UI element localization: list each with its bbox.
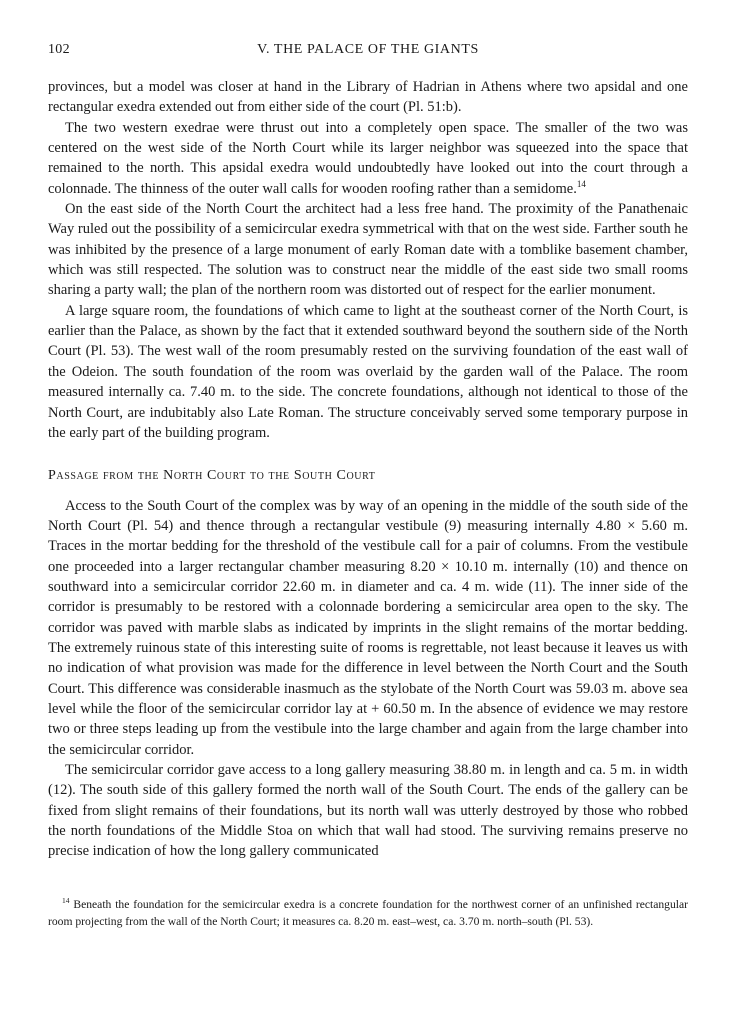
body-text: [48, 77, 688, 862]
paragraph-east-side: On the east side of the North Court the architect had a less free hand. The proximity of the Panathenaic Way ruled out the possibility of a semicircular exedra symmetrical with that on the west side. Farther south he was inhibited by the presence of a large monument of early Roman date with a tomblike basement chamber, which was still respected. The solution was to construct near the middle of the east side two small rooms sharing a party wall; the plan of the northern room was distorted out of respect for the earlier monument.: [48, 201, 688, 299]
paragraph-continued: provinces, but a model was closer at hand in the Library of Hadrian in Athens where two apsidal and one rectangular exedra extended out from either side of the court (Pl. 51:b).: [48, 79, 688, 116]
footnotes: [48, 896, 688, 930]
paragraph-square-room: A large square room, the foundations of which came to light at the southeast corner of the North Court, is earlier than the Palace, as shown by the fact that it extended southward beyond the southern side of the North Court (Pl. 53). The west wall of the room presumably rested on the surviving foundation of the east wall of the Odeion. The south foundation of the room was overlaid by the garden wall of the Palace. The room measured internally ca. 7.40 m. to the side. The concrete foundations, although not identical to those of the North Court, are indubitably also Late Roman. The structure conceivably served some temporary purpose in the early part of the building program.: [48, 302, 688, 441]
paragraph-western-exedrae: The two western exedrae were thrust out into a completely open space. The smaller of the two was centered on the west side of the North Court while its larger neighbor was squeezed into the space that remained to the north. This apsidal exedra would undoubtedly have looked out into the court through a colonnade. The thinness of the outer wall calls for wooden roofing rather than a semidome.$^{14}$: [48, 119, 688, 197]
section-heading: Passage from the North Court to the South Court: [48, 468, 376, 484]
footnote-14: $^{14}$ Beneath the foundation for the semicircular exedra is a concrete foundation for the northwest corner of an unfinished rectangular room projecting from the wall of the North Court; it measures ca. 8.20 m. east–west, ca. 3.70 m. north–south (Pl. 53).: [48, 896, 688, 928]
page: [48, 42, 688, 862]
footnote-reference[interactable]: 14: [576, 178, 586, 189]
paragraph-access-south-court: Access to the South Court of the complex was by way of an opening in the middle of the south side of the North Court (Pl. 54) and thence through a rectangular vestibule (9) measuring internally 4.80 × 5.60 m. Traces in the mortar bedding for the threshold of the vestibule call for a pair of columns. From the vestibule one proceeded into a larger rectangular chamber measuring 8.20 × 10.10 m. internally (10) and thence on southward into a semicircular corridor 22.60 m. in diameter and ca. 4 m. wide (11). The inner side of the corridor is presumably to be restored with a colonnade bordering a semicircular area open to the sky. The corridor was paved with marble slabs as indicated by imprints in the slight remains of the mortar bedding. The extremely ruinous state of this interesting suite of rooms is regrettable, not least because it leaves us with no indication of what provision was made for the difference in level between the North Court and the South Court. This difference was considerable inasmuch as the stylobate of the North Court was 59.03 m. above sea level while the floor of the semicircular corridor lay at + 60.50 m. In the absence of evidence we may restore two or three steps leading up from the vestibule into the large chamber and again from the large chamber into the semicircular corridor.: [48, 497, 688, 758]
paragraph-long-gallery: The semicircular corridor gave access to a long gallery measuring 38.80 m. in length and ca. 5 m. in width (12). The south side of this gallery formed the north wall of the South Court. The ends of the gallery can be fixed from slight remains of their foundations, but its north wall was utterly destroyed by those who robbed the north foundations of the Middle Stoa on which that wall had stood. The surviving remains preserve no precise indication of how the long gallery communicated: [48, 762, 688, 860]
running-head: [48, 42, 688, 64]
chapter-title: V. THE PALACE OF THE GIANTS: [257, 42, 479, 57]
footnote-number: 14: [62, 896, 70, 905]
page-number: 102: [48, 42, 70, 57]
